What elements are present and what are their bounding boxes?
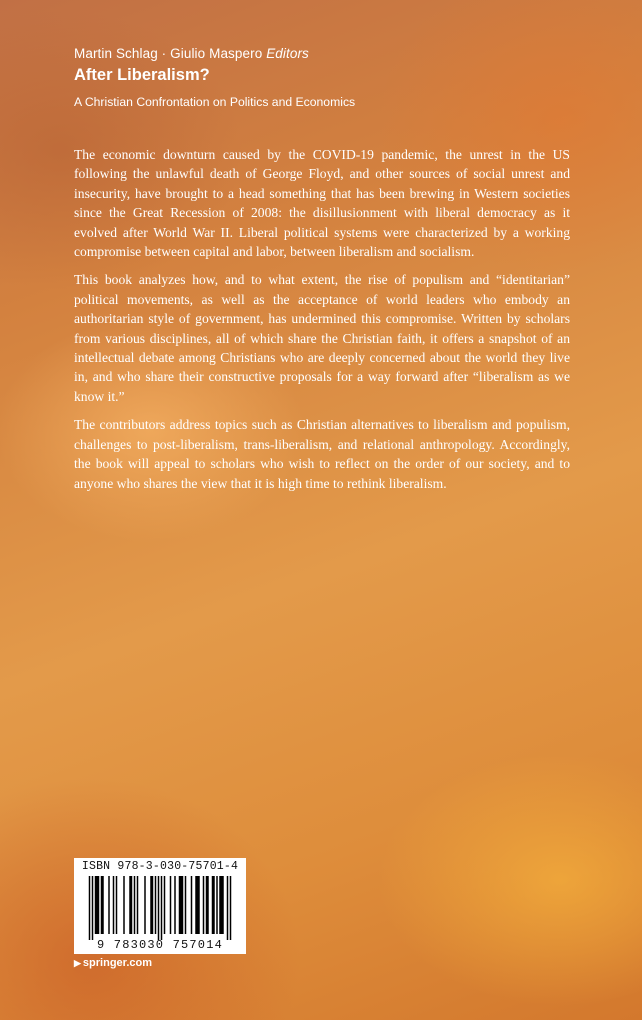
barcode-bar bbox=[170, 876, 172, 934]
editors-role: Editors bbox=[266, 46, 309, 61]
barcode-bar bbox=[206, 876, 209, 934]
book-title: After Liberalism? bbox=[74, 66, 210, 84]
isbn-label: ISBN 978-3-030-75701-4 bbox=[81, 860, 239, 873]
barcode-bar bbox=[101, 876, 104, 934]
barcode-bar bbox=[89, 876, 91, 940]
blurb-paragraph-2: This book analyzes how, and to what extent, the rise of populism and “identitarian” political movements, as well as the acceptance of world leaders who embody an authoritarian style of government, has undermined this compromise. Written by scholars from various disciplines, all of which share the Christian faith, it offers a snapshot of an intellectual debate among Christians who are deeply concerned about the world they live in, and who share their constructive proposals for a way forward after “liberalism as we know it.” bbox=[74, 272, 570, 404]
blurb-paragraph-3: The contributors address topics such as Christian alternatives to liberalism and populism, challenges to post-liberalism, trans-liberalism, and relational anthropology. Accordingly, the book will appeal to scholars who wish to reflect on the order of our society, and to anyone who shares the view that it is high time to rethink liberalism. bbox=[74, 417, 570, 491]
barcode-bar bbox=[155, 876, 157, 934]
barcode-bar bbox=[195, 876, 200, 934]
barcode-bar bbox=[137, 876, 139, 934]
triangle-right-icon: ▶ bbox=[74, 958, 81, 968]
barcode-bar bbox=[227, 876, 229, 940]
barcode-bar bbox=[230, 876, 232, 940]
publisher-link[interactable] bbox=[74, 957, 152, 969]
barcode-bar bbox=[108, 876, 110, 934]
publisher-url: springer.com bbox=[82, 957, 152, 969]
ean-digits: 9 783030 757014 bbox=[96, 938, 224, 952]
barcode-bar bbox=[179, 876, 184, 934]
barcode-bar bbox=[95, 876, 100, 934]
editors-line bbox=[74, 46, 309, 61]
barcode-bar bbox=[174, 876, 176, 934]
barcode-bar bbox=[144, 876, 146, 934]
barcode-bar bbox=[113, 876, 115, 934]
blurb-paragraph-1: The economic downturn caused by the COVID-19 pandemic, the unrest in the US following the unlawful death of George Floyd, and other sources of social unrest and insecurity, have brought to a head something that has been brewing in Western societies since the Great Recession of 2008: the disillusionment with liberal democracy as it evolved after World War II. Liberal political systems were characterized by a working compromise between capital and labor, between liberalism and socialism. bbox=[74, 147, 570, 260]
barcode-bar bbox=[212, 876, 215, 934]
isbn-barcode-box bbox=[74, 858, 246, 954]
barcode-bar bbox=[191, 876, 193, 934]
barcode-bar bbox=[134, 876, 136, 934]
barcode-bar bbox=[150, 876, 153, 934]
barcode-bar bbox=[164, 876, 166, 934]
barcode-bar bbox=[203, 876, 205, 934]
barcode-bar bbox=[158, 876, 160, 940]
barcode-bar bbox=[219, 876, 224, 934]
barcode-bars bbox=[84, 876, 236, 940]
barcode-bar bbox=[161, 876, 163, 940]
barcode-bar bbox=[116, 876, 118, 934]
barcode-bar bbox=[216, 876, 218, 934]
barcode-bar bbox=[185, 876, 187, 934]
barcode-bar bbox=[92, 876, 94, 940]
editors-names: Martin Schlag · Giulio Maspero bbox=[74, 46, 263, 61]
barcode-bar bbox=[123, 876, 125, 934]
book-subtitle: A Christian Confrontation on Politics and Economics bbox=[74, 95, 356, 109]
barcode-bar bbox=[129, 876, 132, 934]
blurb-text bbox=[74, 145, 570, 502]
